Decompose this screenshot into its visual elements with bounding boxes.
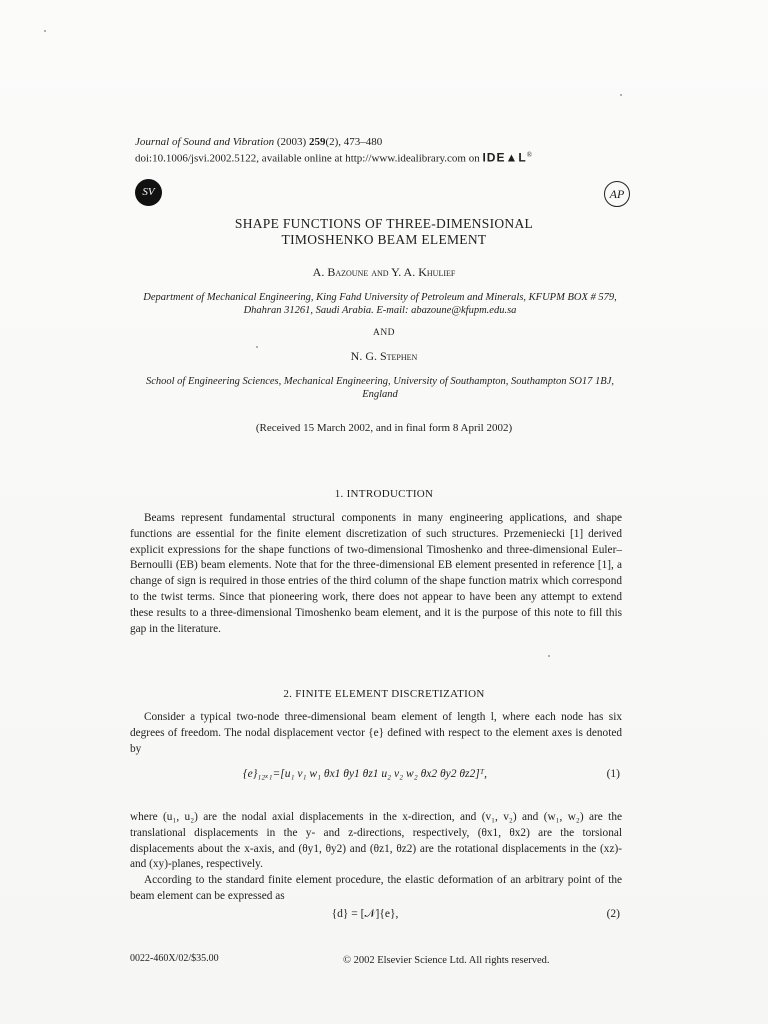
section-2-paragraph-3: According to the standard finite element procedure, the elastic deformation of an arbitrary point of the beam element can be expressed as: [130, 874, 622, 902]
scan-speck: [256, 346, 258, 348]
doi-text: doi:10.1006/jsvi.2002.5122, available online at http://www.idealibrary.com on: [135, 152, 480, 165]
section-1-heading: 1. INTRODUCTION: [334, 488, 434, 500]
paper-title: [0, 216, 768, 248]
section-2-body: [130, 810, 622, 905]
section-2-heading: 2. FINITE ELEMENT DISCRETIZATION: [283, 688, 485, 700]
equation-2: [150, 908, 620, 921]
equation-1: [150, 768, 620, 780]
journal-doi-line: [135, 149, 532, 166]
section-2-paragraph-2: where (u₁, u₂) are the nodal axial displacements in the x-direction, and (v₁, v₂) and (w₁, w₂) are the translational displacements in the y- and z-directions, respectively, (θx1, θx2) are the torsional displacements about the x-axis, and (θy1, θy2) and (θz1, θz2) are the rotational displacements in the (xz)- and (xy)-planes, respectively.: [130, 811, 622, 871]
journal-volume: 259: [308, 136, 326, 148]
sv-logo-icon: SV: [135, 179, 162, 206]
journal-year: (2003): [274, 136, 309, 148]
copyright-notice: © 2002 Elsevier Science Ltd. All rights reserved.: [343, 955, 550, 966]
journal-name: Journal of Sound and Vibration: [135, 136, 275, 148]
section-1-body: [130, 511, 622, 637]
title-line-2: TIMOSHENKO BEAM ELEMENT: [281, 232, 487, 247]
equation-1-body: {e}₁₂ₓ₁=[u₁ v₁ w₁ θx1 θy1 θz1 u₂ v₂ w₂ θx2 θy2 θz2]ᵀ,: [242, 768, 487, 780]
equation-2-body: {d} = [𝒩]{e},: [331, 908, 399, 920]
affiliation-2: School of Engineering Sciences, Mechanical Engineering, University of Southampton, Southampton SO17 1BJ, England: [145, 376, 615, 400]
title-line-1: SHAPE FUNCTIONS OF THREE-DIMENSIONAL: [234, 216, 534, 231]
received-dates: (Received 15 March 2002, and in final form 8 April 2002): [255, 422, 513, 434]
intro-paragraph: Beams represent fundamental structural components in many engineering applications, and shape functions are essential for the finite element discretization of such structures. Przemeniecki [1] derived explicit expressions for the shape functions of two-dimensional Timoshenko and three-dimensional Euler–Bernoulli (EB) beam elements. Note that for the three-dimensional EB element presented in reference [1], a change of sign is required in those entries of the third column of the shape function matrix which correspond to the twist terms. Since that pioneering work, there does not appear to have been any attempt to extend these results to a three-dimensional Timoshenko beam element, and it is the purpose of this note to fill this gap in the literature.: [130, 512, 622, 635]
scan-speck: [548, 655, 550, 657]
issn-price: 0022-460X/02/$35.00: [130, 953, 219, 964]
ap-logo-icon: AP: [604, 181, 630, 207]
author-2: N. G. Stephen: [350, 349, 418, 363]
registered-mark: ®: [526, 151, 533, 159]
ideal-logo-icon: IDE▲L: [482, 150, 527, 165]
journal-header: [135, 136, 532, 166]
section-2-paragraph-1: Consider a typical two-node three-dimensional beam element of length l, where each node has six degrees of freedom. The nodal displacement vector {e} defined with respect to the element axes is denoted by: [130, 711, 622, 755]
journal-citation-line: [135, 136, 532, 149]
scan-speck: [620, 94, 622, 96]
authors: A. Bazoune and Y. A. Khulief: [312, 265, 456, 279]
and-separator: AND: [372, 328, 396, 338]
equation-1-number: (1): [606, 768, 620, 780]
section-2-intro: [130, 710, 622, 757]
equation-2-number: (2): [606, 908, 620, 920]
scan-speck: [44, 30, 46, 32]
journal-pages: (2), 473–480: [325, 136, 383, 148]
affiliation-1: Department of Mechanical Engineering, King Fahd University of Petroleum and Minerals, KFUPM BOX # 579, Dhahran 31261, Saudi Arabia. E-mail: abazoune@kfupm.edu.sa: [143, 292, 617, 316]
